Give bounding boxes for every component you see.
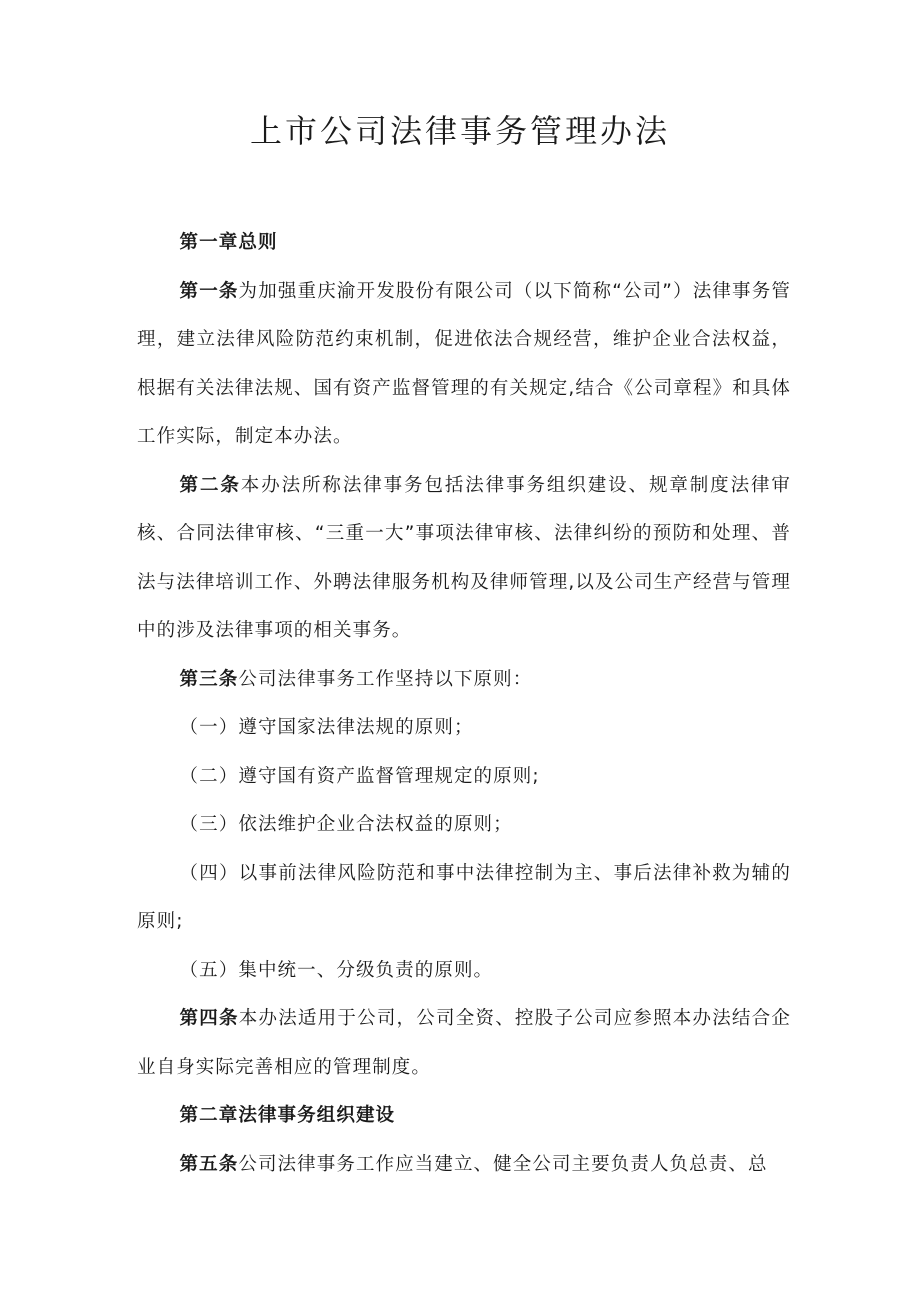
document-title: 上市公司法律事务管理办法: [249, 112, 670, 150]
article-1-label: 第一条: [179, 280, 239, 302]
article-3: [137, 656, 791, 705]
article-4-label: 第四条: [179, 1008, 239, 1029]
article-2-text: 本办法所称法律事务包括法律事务组织建设、规章制度法律审核、合同法律审核、“三重一大”事项法律审核、法律纠纷的预防和处理、普法与法律培训工作、外聘法律服务机构及律师管理,以及公司生产经营与管理中的涉及法律事项的相关事务。: [137, 474, 791, 641]
article-5: [137, 1141, 791, 1190]
document-body: [137, 219, 791, 1189]
principle-item: （四）以事前法律风险防范和事中法律控制为主、事后法律补救为辅的原则;: [137, 862, 791, 932]
principle-item: （五）集中统一、分级负责的原则。: [179, 959, 494, 981]
principle-item: （一）遵守国家法律法规的原则；: [179, 717, 474, 738]
chapter-2-heading: 第二章法律事务组织建设: [179, 1105, 396, 1126]
article-5-label: 第五条: [179, 1153, 239, 1175]
chapter-1-heading: 第一章总则: [179, 232, 278, 253]
principle-item: （二）遵守国有资产监督管理规定的原则;: [179, 765, 540, 787]
article-1-text: 为加强重庆渝开发股份有限公司（以下简称“公司”）法律事务管理，建立法律风险防范约束机制，促进依法合规经营，维护企业合法权益，根据有关法律法规、国有资产监督管理的有关规定,结合《公司章程》和具体工作实际，制定本办法。: [137, 280, 791, 447]
article-3-label: 第三条: [179, 668, 239, 690]
article-1: [137, 268, 791, 462]
article-4: [137, 995, 791, 1092]
article-4-text: 本办法适用于公司，公司全资、控股子公司应参照本办法结合企业自身实际完善相应的管理制度。: [137, 1008, 791, 1078]
article-3-text: 公司法律事务工作坚持以下原则：: [238, 668, 533, 690]
article-5-text: 公司法律事务工作应当建立、健全公司主要负责人负总责、总: [238, 1153, 768, 1175]
article-2-label: 第二条: [179, 474, 241, 496]
principle-item: （三）依法维护企业合法权益的原则；: [179, 814, 513, 835]
article-2: [137, 462, 791, 656]
